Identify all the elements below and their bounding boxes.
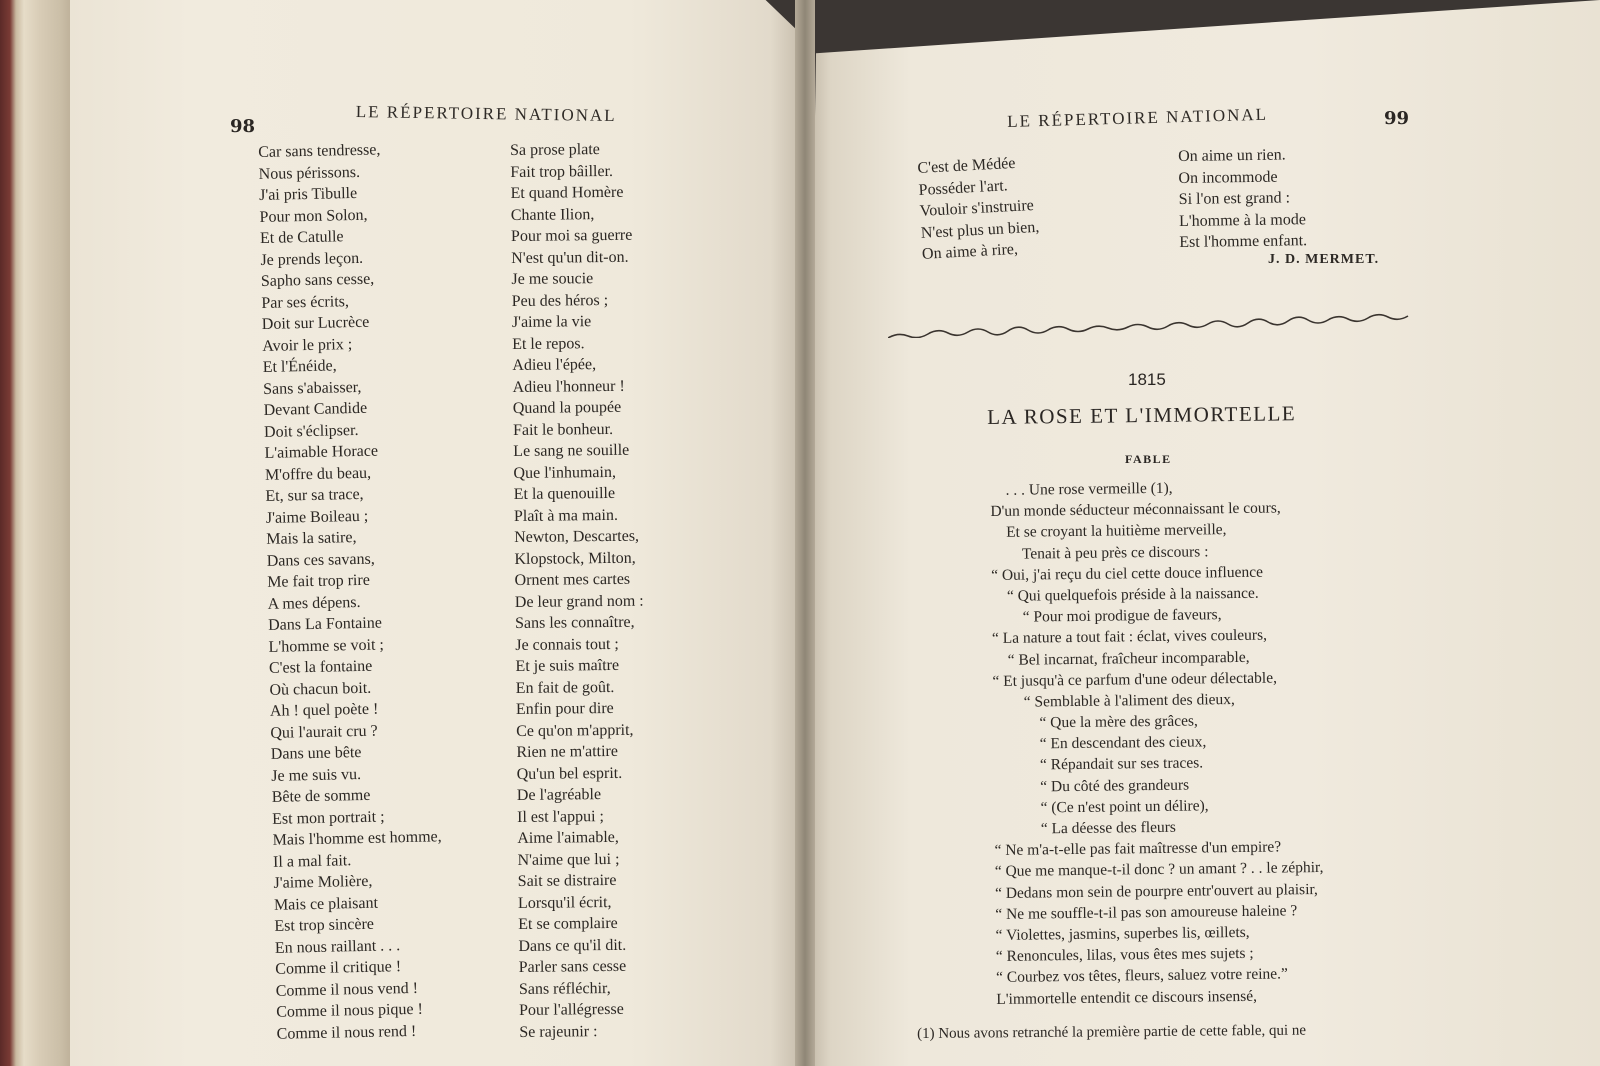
verse-line: “ En descendant des cieux, bbox=[993, 733, 1207, 754]
verse-line: Quand la poupée bbox=[512, 398, 622, 417]
verse-line: Klopstock, Milton, bbox=[514, 549, 636, 568]
verse-line: C'est la fontaine bbox=[268, 657, 373, 677]
verse-line: “ Violettes, jasmins, superbes lis, œillets, bbox=[995, 923, 1250, 944]
verse-line: Où chacun boit. bbox=[269, 679, 372, 699]
verse-line: Mais ce plaisant bbox=[273, 894, 379, 914]
left-column-2 bbox=[510, 139, 648, 1043]
verse-line: “ (Ce n'est point un délire), bbox=[993, 797, 1209, 817]
verse-line: Que l'inhumain, bbox=[513, 463, 616, 482]
section-year: 1815 bbox=[1128, 370, 1166, 389]
verse-line: Si l'on est grand : bbox=[1178, 189, 1291, 208]
verse-line: J'aime Molière, bbox=[273, 872, 373, 892]
verse-line: De leur grand nom : bbox=[514, 592, 644, 611]
author-signature: J. D. MERMET. bbox=[1268, 252, 1380, 267]
verse-line: Peu des héros ; bbox=[511, 291, 609, 310]
verse-line: Pour l'allégresse bbox=[519, 1000, 624, 1019]
verse-line: Comme il nous rend ! bbox=[276, 1022, 417, 1043]
verse-line: Et se croyant la huitième merveille, bbox=[990, 521, 1227, 542]
verse-line: Et la quenouille bbox=[513, 484, 616, 503]
verse-line: J'ai pris Tibulle bbox=[258, 184, 358, 204]
verse-line: Devant Candide bbox=[263, 399, 368, 419]
verse-line: Le sang ne souille bbox=[513, 441, 630, 460]
verse-line: M'offre du beau, bbox=[264, 464, 372, 484]
verse-line: Newton, Descartes, bbox=[514, 527, 640, 546]
verse-line: En nous raillant . . . bbox=[274, 936, 401, 957]
right-running-head: LE RÉPERTOIRE NATIONAL bbox=[1007, 104, 1269, 131]
left-page-number: 98 bbox=[230, 116, 256, 137]
verse-line: “ La nature a tout fait : éclat, vives couleurs, bbox=[991, 626, 1268, 648]
verse-line: “ Renoncules, lilas, vous êtes mes sujets ; bbox=[995, 944, 1254, 966]
verse-line: Et le repos. bbox=[512, 334, 585, 353]
verse-line: “ Et jusqu'à ce parfum d'une odeur délectable, bbox=[992, 669, 1278, 690]
verse-line: Aime l'aimable, bbox=[517, 828, 619, 847]
verse-line: Ah ! quel poète ! bbox=[269, 700, 379, 720]
verse-line: On incommode bbox=[1178, 168, 1278, 187]
verse-line: Se rajeunir : bbox=[519, 1022, 598, 1041]
verse-line: Je prends leçon. bbox=[260, 249, 364, 269]
verse-line: “ Ne me souffle-t-il pas son amoureuse haleine ? bbox=[995, 902, 1298, 923]
verse-line: Qui l'aurait cru ? bbox=[270, 722, 378, 742]
verse-line: Sans s'abaisser, bbox=[262, 378, 362, 398]
verse-line: Pour mon Solon, bbox=[259, 206, 368, 226]
left-column-1 bbox=[258, 138, 446, 1044]
verse-line: “ Pour moi prodigue de faveurs, bbox=[991, 606, 1222, 627]
verse-line: D'un monde séducteur méconnaissant le cours, bbox=[990, 499, 1281, 521]
verse-line: Et, sur sa trace, bbox=[265, 485, 364, 505]
verse-line: Et quand Homère bbox=[510, 183, 624, 202]
verse-line: Avoir le prix ; bbox=[262, 335, 353, 355]
verse-line: Je me suis vu. bbox=[271, 765, 362, 785]
verse-line: Rien ne m'attire bbox=[516, 742, 619, 761]
verse-line: Posséder l'art. bbox=[918, 176, 1009, 199]
verse-line: Sans réfléchir, bbox=[518, 979, 611, 998]
verse-line: A mes dépens. bbox=[267, 593, 361, 613]
verse-line: Est trop sincère bbox=[274, 915, 375, 935]
wavy-divider bbox=[888, 308, 1418, 338]
verse-line: “ Du côté des grandeurs bbox=[993, 776, 1190, 796]
verse-line: Il a mal fait. bbox=[272, 851, 352, 871]
verse-line: “ Dedans mon sein de pourpre entr'ouvert au plaisir, bbox=[994, 880, 1318, 902]
verse-line: Bête de somme bbox=[271, 786, 371, 806]
verse-line: Dans La Fontaine bbox=[267, 614, 383, 634]
poem-subtitle: FABLE bbox=[1125, 452, 1172, 466]
verse-line: Comme il nous pique ! bbox=[276, 1000, 424, 1021]
verse-line: Mais la satire, bbox=[266, 529, 357, 548]
verse-line: Doit s'éclipser. bbox=[263, 421, 359, 441]
verse-line: Sait se distraire bbox=[517, 871, 617, 890]
verse-line: Je connais tout ; bbox=[515, 635, 619, 654]
verse-line: Lorsqu'il écrit, bbox=[517, 893, 612, 912]
verse-line: “ Répandait sur ses traces. bbox=[993, 754, 1204, 775]
verse-line: Et je suis maître bbox=[515, 656, 620, 675]
verse-line: Et de Catulle bbox=[259, 228, 344, 247]
right-column-1 bbox=[917, 152, 1041, 266]
verse-line: Dans ce qu'il dit. bbox=[518, 936, 627, 955]
verse-line: Et l'Énéide, bbox=[262, 357, 337, 376]
verse-line: Doit sur Lucrèce bbox=[261, 313, 370, 333]
verse-line: Est l'homme enfant. bbox=[1179, 232, 1308, 251]
verse-line: Sans les connaître, bbox=[514, 613, 635, 632]
left-running-head: LE RÉPERTOIRE NATIONAL bbox=[355, 102, 617, 126]
verse-line: Et se complaire bbox=[518, 914, 618, 933]
verse-line: “ Bel incarnat, fraîcheur incomparable, bbox=[992, 648, 1250, 669]
verse-line: L'aimable Horace bbox=[264, 442, 379, 462]
verse-line: Tenait à peu près ce discours : bbox=[990, 542, 1209, 563]
verse-line: Ce qu'on m'apprit, bbox=[516, 721, 634, 740]
verse-line: N'est qu'un dit-on. bbox=[511, 248, 629, 267]
verse-line: J'aime Boileau ; bbox=[265, 507, 369, 527]
verse-line: Ornent mes cartes bbox=[514, 570, 631, 589]
verse-line: “ Courbez vos têtes, fleurs, saluez votre reine.” bbox=[995, 965, 1288, 987]
verse-line: J'aime la vie bbox=[511, 313, 592, 331]
verse-line: Comme il critique ! bbox=[275, 958, 402, 978]
verse-line: On aime à rire, bbox=[921, 240, 1019, 263]
verse-line: Adieu l'épée, bbox=[512, 356, 597, 374]
verse-line: Par ses écrits, bbox=[261, 292, 350, 312]
right-column-2 bbox=[1178, 144, 1307, 253]
verse-line: N'est plus un bien, bbox=[920, 218, 1040, 242]
verse-line: Pour moi sa guerre bbox=[510, 226, 633, 245]
verse-line: . . . Une rose vermeille (1), bbox=[990, 479, 1173, 499]
verse-line: Me fait trop rire bbox=[267, 571, 371, 591]
verse-line: “ Qui quelquefois préside à la naissance. bbox=[991, 584, 1259, 605]
verse-line: Comme il nous vend ! bbox=[275, 979, 419, 1000]
verse-line: Fait trop bâiller. bbox=[510, 162, 614, 181]
verse-line: Chante Ilion, bbox=[510, 205, 595, 224]
verse-line: N'aime que lui ; bbox=[517, 850, 620, 869]
poem-title: LA ROSE ET L'IMMORTELLE bbox=[987, 401, 1297, 429]
verse-line: “ La déesse des fleurs bbox=[994, 818, 1177, 838]
verse-line: Parler sans cesse bbox=[518, 957, 627, 976]
verse-line: Plaît à ma main. bbox=[513, 506, 619, 525]
verse-line: “ Que me manque-t-il donc ? un amant ? . . le zéphir, bbox=[994, 859, 1324, 881]
verse-line: L'immortelle entendit ce discours insensé, bbox=[996, 987, 1258, 1008]
verse-line: Sa prose plate bbox=[510, 141, 600, 159]
verse-line: L'homme se voit ; bbox=[268, 635, 385, 656]
book-edge bbox=[0, 0, 70, 1066]
book-gutter bbox=[795, 0, 815, 1066]
verse-line: Car sans tendresse, bbox=[258, 141, 381, 161]
verse-line: Sapho sans cesse, bbox=[260, 270, 375, 290]
verse-line: Dans ces savans, bbox=[266, 550, 375, 570]
verse-line: Qu'un bel esprit. bbox=[516, 764, 623, 783]
verse-line: “ Que la mère des grâces, bbox=[992, 712, 1198, 733]
verse-line: Il est l'appui ; bbox=[517, 807, 605, 826]
verse-line: “ Ne m'a-t-elle pas fait maîtresse d'un empire? bbox=[994, 838, 1282, 860]
verse-line: Fait le bonheur. bbox=[512, 420, 614, 439]
verse-line: Adieu l'honneur ! bbox=[512, 377, 625, 396]
verse-line: L'homme à la mode bbox=[1178, 210, 1306, 230]
verse-line: On aime un rien. bbox=[1178, 146, 1286, 165]
poem-text bbox=[990, 476, 1325, 1010]
right-page-number: 99 bbox=[1384, 108, 1410, 129]
verse-line: De l'agréable bbox=[516, 786, 602, 804]
verse-line: En fait de goût. bbox=[515, 678, 615, 697]
verse-line: “ Semblable à l'aliment des dieux, bbox=[992, 690, 1235, 711]
verse-line: Mais l'homme est homme, bbox=[272, 828, 442, 849]
verse-line: “ Oui, j'ai reçu du ciel cette douce influence bbox=[991, 563, 1264, 584]
verse-line: Enfin pour dire bbox=[515, 699, 614, 718]
verse-line: Je me soucie bbox=[511, 270, 594, 288]
footnote: (1) Nous avons retranché la première partie de cette fable, qui ne bbox=[917, 1022, 1307, 1042]
verse-line: Est mon portrait ; bbox=[272, 807, 385, 828]
verse-line: C'est de Médée bbox=[917, 154, 1016, 177]
verse-line: Vouloir s'instruire bbox=[919, 196, 1035, 220]
verse-line: Nous périssons. bbox=[258, 163, 361, 183]
verse-line: Dans une bête bbox=[270, 743, 362, 763]
